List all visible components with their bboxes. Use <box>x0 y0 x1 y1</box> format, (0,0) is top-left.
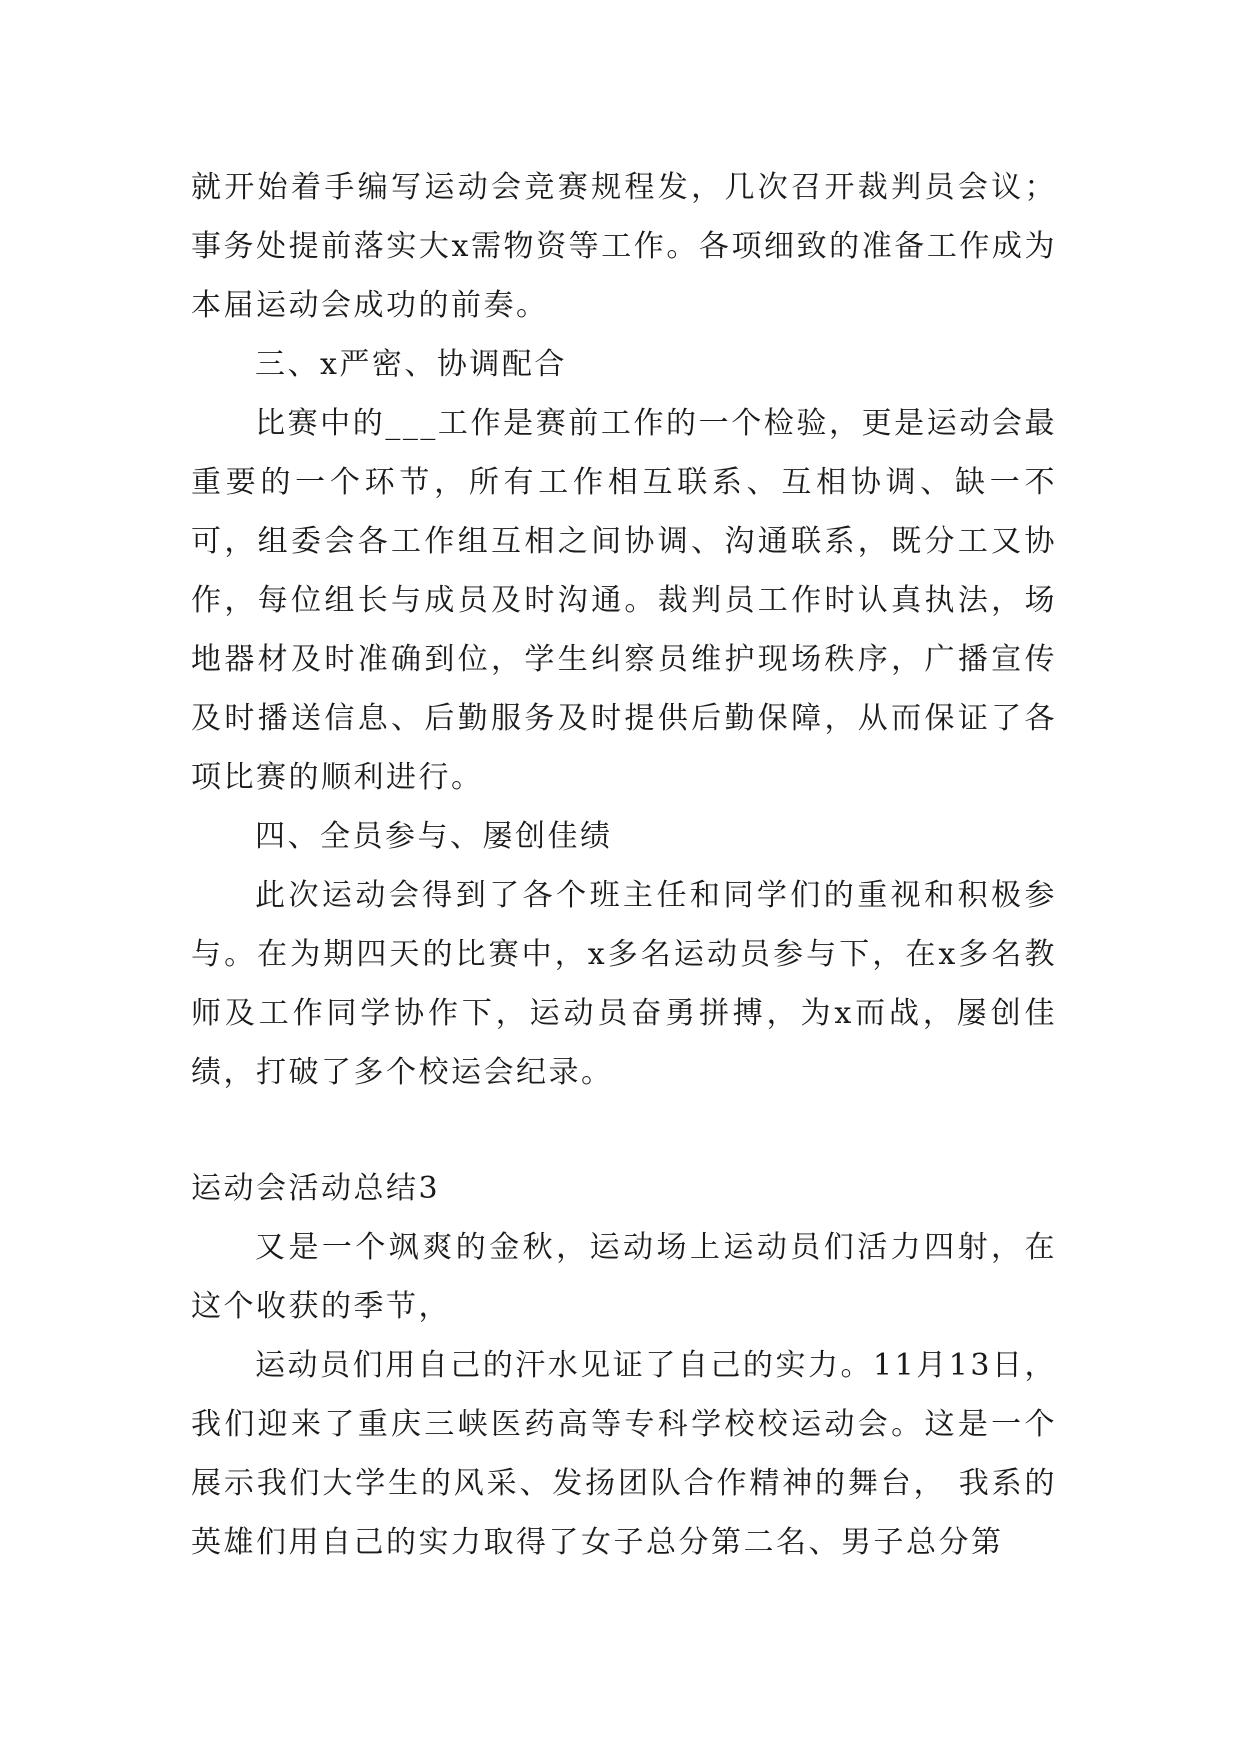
heading-section-four: 四、全员参与、屡创佳绩 <box>255 819 613 854</box>
paragraph-summary-two: 运动员们用自己的汗水见证了自己的实力。11月13日，我们迎来了重庆三峡医药高等专科学校校运动会。这是一个展示我们大学生的风采、发扬团队合作精神的舞台， 我系的英雄们用自己的实力取得了女子总分第二名、男子总分第 <box>191 1348 1057 1560</box>
paragraph-summary-one: 又是一个飒爽的金秋，运动场上运动员们活力四射，在这个收获的季节， <box>191 1230 1057 1324</box>
heading-section-three: 三、x严密、协调配合 <box>255 347 567 382</box>
paragraph-section-four: 此次运动会得到了各个班主任和同学们的重视和积极参与。在为期四天的比赛中，x多名运动员参与下，在x多名教师及工作同学协作下，运动员奋勇拼搏，为x而战，屡创佳绩，打破了多个校运会纪录。 <box>191 878 1057 1090</box>
document-body <box>191 158 1057 1572</box>
paragraph-intro: 就开始着手编写运动会竞赛规程发，几次召开裁判员会议；事务处提前落实大x需物资等工作。各项细致的准备工作成为本届运动会成功的前奏。 <box>191 170 1057 323</box>
paragraph-section-three: 比赛中的___工作是赛前工作的一个检验，更是运动会最重要的一个环节，所有工作相互联系、互相协调、缺一不可，组委会各工作组互相之间协调、沟通联系，既分工又协作，每位组长与成员及时沟通。裁判员工作时认真执法，场地器材及时准确到位，学生纠察员维护现场秩序，广播宣传及时播送信息、后勤服务及时提供后勤保障，从而保证了各项比赛的顺利进行。 <box>191 406 1057 795</box>
section-title: 运动会活动总结3 <box>191 1171 441 1206</box>
